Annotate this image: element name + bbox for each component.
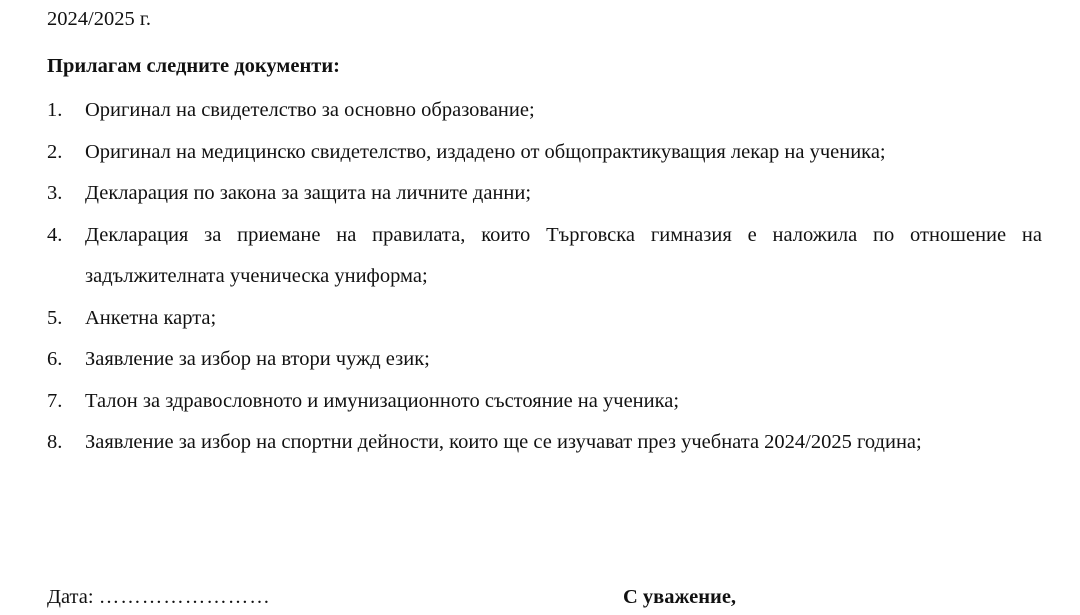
item-text: Оригинал на медицинско свидетелство, издадено от общопрактикуващия лекар на ученика; <box>85 140 886 163</box>
item-text: Декларация по закона за защита на личните данни; <box>85 182 532 204</box>
item-text: Анкетна карта; <box>85 306 217 329</box>
list-item <box>47 298 1042 340</box>
date-placeholder-dots: …………………… <box>98 586 271 608</box>
item-text: Декларация за приемане на правилата, които Търговска гимназия е наложила по отношение на задължителната ученическа униформа; <box>85 223 1042 287</box>
list-item <box>47 173 1042 215</box>
date-line <box>47 586 271 609</box>
item-number: 2. <box>47 140 63 163</box>
list-item <box>47 90 1042 132</box>
list-item <box>47 381 1042 423</box>
item-number: 4. <box>47 223 63 246</box>
list-item <box>47 339 1042 381</box>
item-text: Талон за здравословното и имунизационното състояние на ученика; <box>85 389 680 412</box>
item-number: 1. <box>47 99 63 121</box>
item-number: 7. <box>47 389 63 412</box>
documents-list <box>47 90 1042 464</box>
item-number: 3. <box>47 182 63 204</box>
documents-heading: Прилагам следните документи: <box>47 55 340 77</box>
date-label: Дата: <box>47 586 94 608</box>
item-number: 8. <box>47 431 63 453</box>
list-item <box>47 422 1042 464</box>
item-text: Заявление за избор на втори чужд език; <box>85 348 430 370</box>
school-year-line: 2024/2025 г. <box>47 8 152 30</box>
list-item <box>47 132 1042 174</box>
regards-closing: С уважение, <box>623 586 737 608</box>
item-text: Заявление за избор на спортни дейности, които ще се изучават през учебната 2024/2025 година; <box>85 431 922 453</box>
item-number: 5. <box>47 306 63 329</box>
item-text: Оригинал на свидетелство за основно образование; <box>85 99 535 121</box>
list-item <box>47 215 1042 298</box>
item-number: 6. <box>47 348 63 370</box>
